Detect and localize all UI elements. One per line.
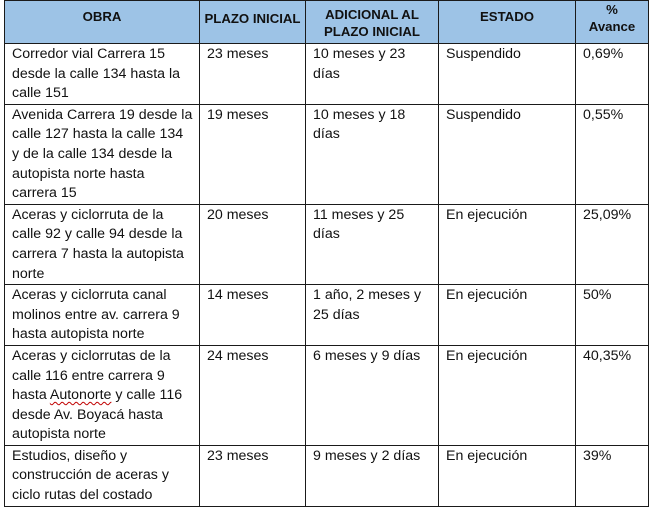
cell-obra — [5, 345, 200, 445]
cell-plazo: 24 meses — [200, 345, 306, 445]
cell-adicional: 10 meses y 23 días — [306, 44, 439, 105]
obras-table-container — [4, 0, 648, 504]
table-row — [5, 285, 649, 346]
cell-avance: 39% — [576, 445, 649, 506]
cell-obra-text-1: Aceras y ciclorrutas de la calle 116 entre carrera 9 hasta — [12, 347, 171, 404]
cell-avance: 0,69% — [576, 44, 649, 105]
cell-plazo: 23 meses — [200, 44, 306, 105]
header-adicional — [306, 1, 439, 44]
header-estado — [439, 1, 576, 44]
cell-avance: 0,55% — [576, 104, 649, 204]
header-avance-text: Avance — [588, 19, 636, 34]
cell-estado: En ejecución — [439, 345, 576, 445]
header-estado-label: ESTADO — [480, 8, 534, 24]
table-row — [5, 104, 649, 204]
cell-adicional: 1 año, 2 meses y 25 días — [306, 285, 439, 346]
cell-plazo: 23 meses — [200, 445, 306, 506]
cell-avance: 25,09% — [576, 204, 649, 284]
cell-obra: Corredor vial Carrera 15 desde la calle 134 hasta la calle 151 — [5, 44, 200, 105]
cell-adicional: 9 meses y 2 días — [306, 445, 439, 506]
cell-adicional: 10 meses y 18 días — [306, 104, 439, 204]
cell-plazo: 14 meses — [200, 285, 306, 346]
cell-estado: En ejecución — [439, 285, 576, 346]
cell-adicional: 11 meses y 25 días — [306, 204, 439, 284]
header-adicional-label: ADICIONAL AL PLAZO INICIAL — [324, 7, 420, 39]
cell-estado: En ejecución — [439, 445, 576, 506]
header-obra — [5, 1, 200, 44]
cell-plazo: 19 meses — [200, 104, 306, 204]
header-plazo-inicial-label: PLAZO INICIAL — [204, 10, 301, 26]
header-row — [5, 1, 649, 44]
table-row — [5, 445, 649, 506]
table-row — [5, 44, 649, 105]
cell-plazo: 20 meses — [200, 204, 306, 284]
cell-estado: En ejecución — [439, 204, 576, 284]
cell-obra-misspelled-word: Autonorte — [49, 387, 112, 404]
header-avance — [576, 1, 649, 44]
cell-avance: 50% — [576, 285, 649, 346]
header-avance-label — [578, 1, 646, 35]
cell-obra: Avenida Carrera 19 desde la calle 127 hasta la calle 134 y de la calle 134 desde la autopista norte hasta carrera 15 — [5, 104, 200, 204]
cell-estado: Suspendido — [439, 44, 576, 105]
table-row — [5, 345, 649, 445]
obras-table — [4, 0, 649, 507]
header-obra-label: OBRA — [82, 8, 122, 24]
table-row — [5, 204, 649, 284]
cell-obra: Aceras y ciclorruta de la calle 92 y calle 94 desde la carrera 7 hasta la autopista norte — [5, 204, 200, 284]
cell-obra: Estudios, diseño y construcción de aceras y ciclo rutas del costado — [5, 445, 200, 506]
cell-obra-text-2: y calle 116 desde Av. Boyacá hasta autopista norte — [12, 387, 183, 443]
cell-avance: 40,35% — [576, 345, 649, 445]
cell-adicional: 6 meses y 9 días — [306, 345, 439, 445]
header-avance-symbol: % — [606, 2, 618, 17]
cell-obra: Aceras y ciclorruta canal molinos entre av. carrera 9 hasta autopista norte — [5, 285, 200, 346]
header-plazo-inicial — [200, 1, 306, 44]
cell-estado: Suspendido — [439, 104, 576, 204]
